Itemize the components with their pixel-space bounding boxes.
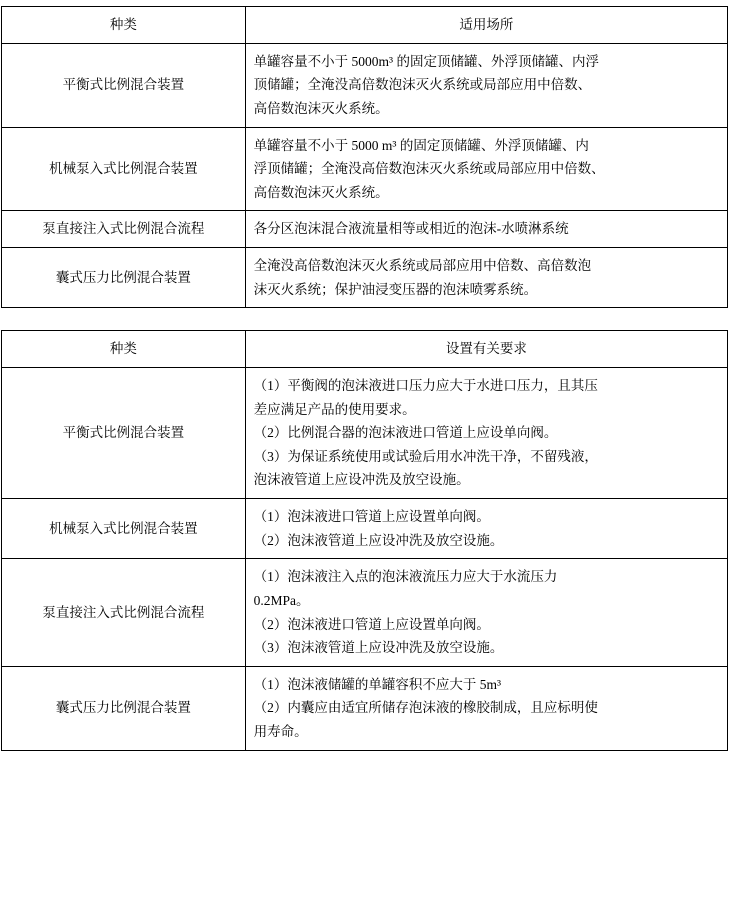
text-line: 高倍数泡沫灭火系统。 <box>253 184 389 200</box>
table-header-row <box>2 7 728 44</box>
applicable-locations-bladder-pressure-proportioner <box>245 248 727 308</box>
text-line: 顶储罐；全淹没高倍数泡沫灭火系统或局部应用中倍数、 <box>253 77 592 93</box>
kind-balanced-proportioner: 平衡式比例混合装置 <box>2 367 246 498</box>
text-line: （3）泡沫液管道上应设冲洗及放空设施。 <box>253 640 504 656</box>
table-row <box>2 43 728 127</box>
text-line: （1）泡沫液注入点的泡沫液流压力应大于水流压力 <box>253 569 558 585</box>
text-line: （1）泡沫液储罐的单罐容积不应大于 5m³ <box>253 676 502 692</box>
table-header-row <box>2 331 728 368</box>
applicable-locations-mechanical-pump-proportioner <box>245 127 727 211</box>
text-line: （2）泡沫液管道上应设冲洗及放空设施。 <box>253 532 504 548</box>
header-installation-requirements: 设置有关要求 <box>245 331 727 368</box>
header-applicable-locations: 适用场所 <box>245 7 727 44</box>
applicable-locations-direct-pump-injection-process <box>245 211 727 248</box>
text-line: （2）内囊应由适宜所储存泡沫液的橡胶制成，且应标明使 <box>253 700 598 716</box>
text-line: 差应满足产品的使用要求。 <box>253 401 416 417</box>
kind-balanced-proportioner: 平衡式比例混合装置 <box>2 43 246 127</box>
text-line: （1）平衡阀的泡沫液进口压力应大于水进口压力，且其压 <box>253 377 598 393</box>
text-line: 泡沫液管道上应设冲洗及放空设施。 <box>253 472 470 488</box>
text-line: 0.2MPa。 <box>253 592 310 608</box>
text-line: 各分区泡沫混合液流量相等或相近的泡沫-水喷淋系统 <box>253 221 569 237</box>
table-row <box>2 559 728 667</box>
table-row <box>2 248 728 308</box>
text-line: 单罐容量不小于 5000m³ 的固定顶储罐、外浮顶储罐、内浮 <box>253 53 599 69</box>
table-row <box>2 367 728 498</box>
table-row <box>2 127 728 211</box>
header-kind: 种类 <box>2 331 246 368</box>
table-applicable-locations <box>1 6 728 308</box>
table-row <box>2 666 728 750</box>
requirements-balanced-proportioner <box>245 367 727 498</box>
text-line: 沫灭火系统；保护油浸变压器的泡沫喷雾系统。 <box>253 281 538 297</box>
document-page <box>0 6 729 919</box>
text-line: （1）泡沫液进口管道上应设置单向阀。 <box>253 509 490 524</box>
table-row <box>2 211 728 248</box>
kind-bladder-pressure-proportioner: 囊式压力比例混合装置 <box>2 666 246 750</box>
table-gap-spacer <box>0 308 729 330</box>
requirements-mechanical-pump-proportioner <box>245 499 727 559</box>
kind-mechanical-pump-proportioner: 机械泵入式比例混合装置 <box>2 499 246 559</box>
text-line: （3）为保证系统使用或试验后用水冲洗干净，不留残液， <box>253 448 598 464</box>
kind-mechanical-pump-proportioner: 机械泵入式比例混合装置 <box>2 127 246 211</box>
kind-bladder-pressure-proportioner: 囊式压力比例混合装置 <box>2 248 246 308</box>
text-line: 高倍数泡沫灭火系统。 <box>253 100 389 116</box>
text-line: 全淹没高倍数泡沫灭火系统或局部应用中倍数、高倍数泡 <box>253 258 592 273</box>
text-line: （2）泡沫液进口管道上应设置单向阀。 <box>253 616 490 632</box>
header-kind: 种类 <box>2 7 246 44</box>
table-row <box>2 499 728 559</box>
table-installation-requirements <box>1 330 728 750</box>
text-line: 浮顶储罐；全淹没高倍数泡沫灭火系统或局部应用中倍数、 <box>253 161 605 177</box>
text-line: （2）比例混合器的泡沫液进口管道上应设单向阀。 <box>253 425 558 441</box>
requirements-bladder-pressure-proportioner <box>245 666 727 750</box>
kind-direct-pump-injection-process: 泵直接注入式比例混合流程 <box>2 559 246 667</box>
requirements-direct-pump-injection-process <box>245 559 727 667</box>
text-line: 单罐容量不小于 5000 m³ 的固定顶储罐、外浮顶储罐、内 <box>253 137 589 153</box>
kind-direct-pump-injection-process: 泵直接注入式比例混合流程 <box>2 211 246 248</box>
text-line: 用寿命。 <box>253 724 308 739</box>
applicable-locations-balanced-proportioner <box>245 43 727 127</box>
